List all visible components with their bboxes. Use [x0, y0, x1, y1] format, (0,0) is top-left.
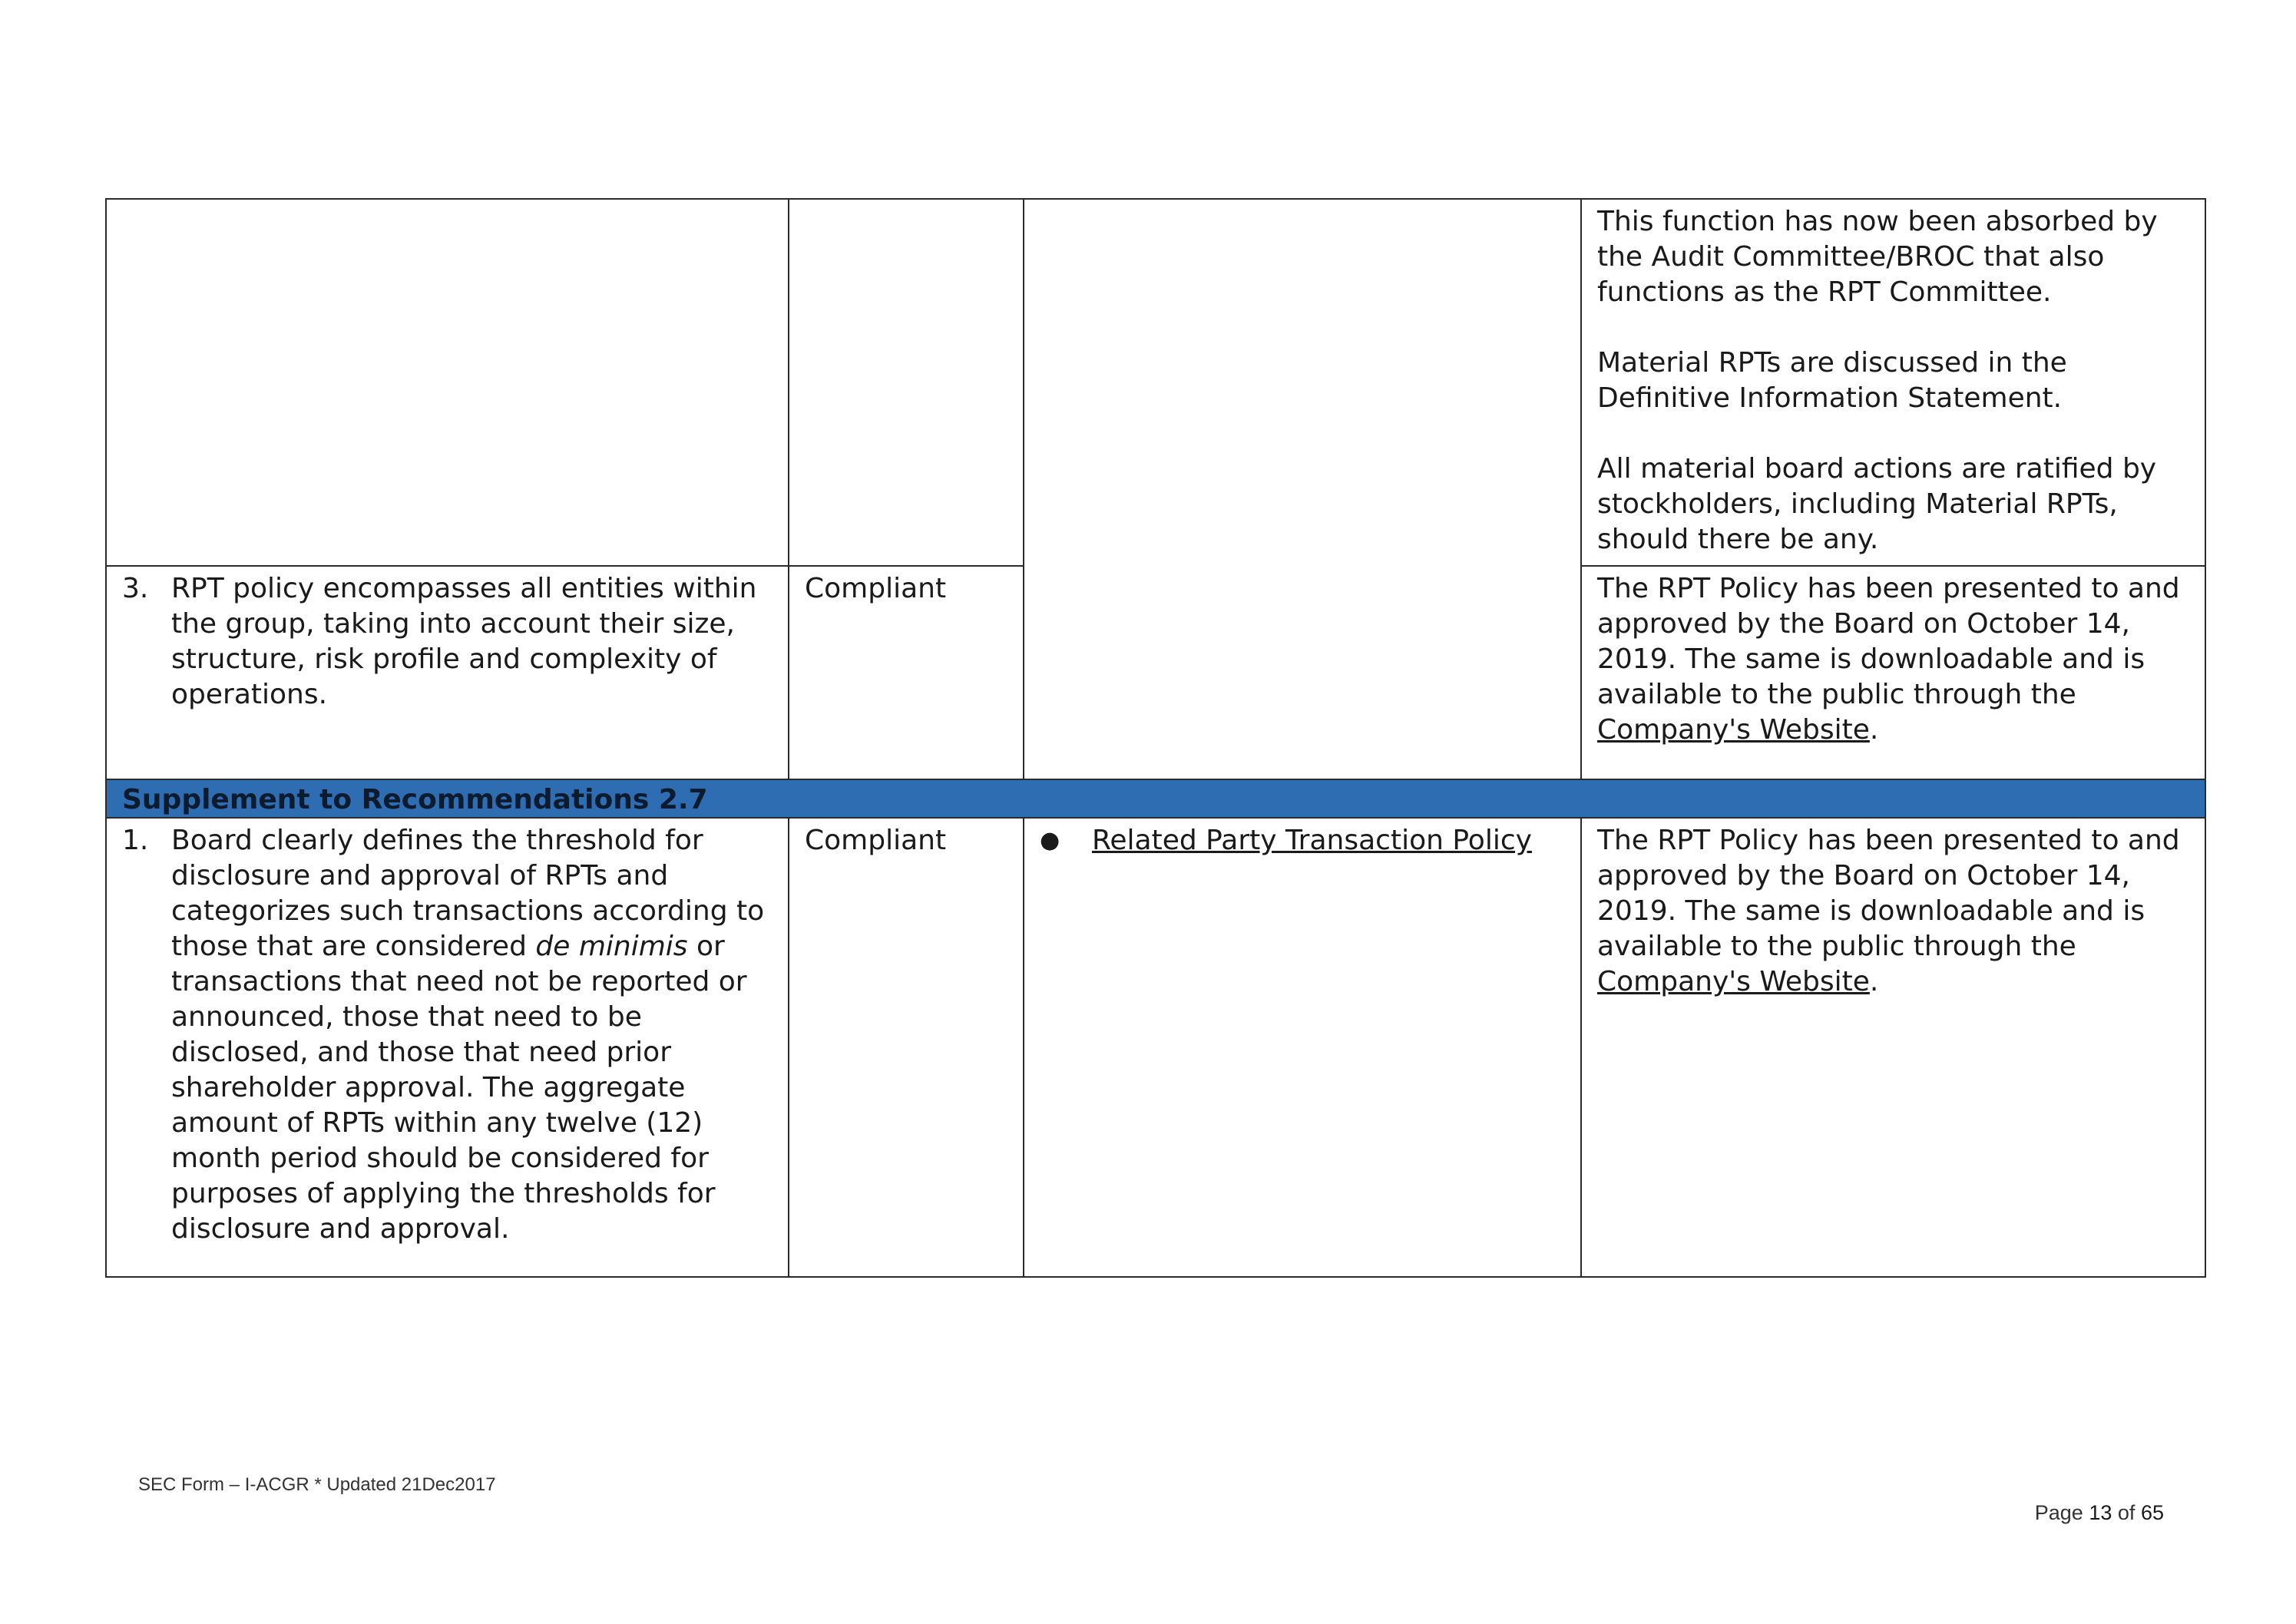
compliance-status: Compliant: [805, 573, 947, 604]
compliance-status: Compliant: [805, 825, 947, 856]
recommendation-cell: [106, 818, 789, 1277]
compliance-cell: [789, 199, 1024, 566]
explanation-cell: [1581, 818, 2205, 1277]
supporting-info-cell: [1024, 818, 1581, 1277]
recommendation-text-part: Board clearly defines the threshold for disclosure and approval of RPTs and categorizes such transactions according to those that are considered: [171, 825, 765, 962]
page-total: 65: [2140, 1501, 2164, 1524]
explanation-cell: [1581, 199, 2205, 566]
compliance-cell: [789, 818, 1024, 1277]
explanation-text: The RPT Policy has been presented to and approved by the Board on October 14, 2019. The same is downloadable and is available to the public through the: [1597, 573, 2180, 710]
supporting-info-cell: [1024, 199, 1581, 779]
company-website-link[interactable]: Company's Website: [1597, 966, 1870, 997]
bullet-icon: ●: [1040, 827, 1060, 854]
explanation-paragraph: This function has now been absorbed by the Audit Committee/BROC that also functions as the RPT Committee.: [1597, 206, 2158, 308]
explanation-paragraph: Material RPTs are discussed in the Definitive Information Statement.: [1597, 347, 2067, 414]
item-number: 1.: [122, 825, 149, 856]
table-row-supplement-1: [106, 818, 2205, 1277]
footer-form-label: SEC Form – I-ACGR * Updated 21Dec2017: [138, 1474, 496, 1495]
recommendation-text: RPT policy encompasses all entities within the group, taking into account their size, structure, risk profile and complexity of operations.: [171, 573, 757, 710]
rpt-policy-link[interactable]: Related Party Transaction Policy: [1092, 825, 1532, 856]
company-website-link[interactable]: Company's Website: [1597, 714, 1870, 746]
section-header-row: [106, 779, 2205, 818]
page-prefix: Page: [2034, 1501, 2083, 1524]
explanation-paragraph: All material board actions are ratified by stockholders, including Material RPTs, should there be any.: [1597, 453, 2157, 555]
page-number: [2035, 1501, 2164, 1525]
explanation-cell: [1581, 566, 2205, 779]
compliance-cell: [789, 566, 1024, 779]
recommendation-cell: [106, 199, 789, 566]
recommendation-text-part: or transactions that need not be reported or announced, those that need to be disclosed, and those that need prior shareholder approval. The aggregate amount of RPTs within any twelve (12) month period should be considered for purposes of applying the thresholds for disclosure and approval.: [171, 931, 747, 1245]
page-current: 13: [2089, 1501, 2112, 1524]
explanation-end: .: [1869, 714, 1879, 746]
page-of: of: [2117, 1501, 2136, 1524]
explanation-end: .: [1869, 966, 1879, 997]
recommendation-italic-term: de minimis: [535, 931, 688, 962]
item-number: 3.: [122, 573, 149, 604]
recommendation-text: [171, 823, 773, 1247]
section-header: Supplement to Recommendations 2.7: [106, 779, 2205, 818]
explanation-text: The RPT Policy has been presented to and approved by the Board on October 14, 2019. The same is downloadable and is available to the public through the: [1597, 825, 2180, 962]
acgr-table: [105, 198, 2206, 1278]
recommendation-cell: [106, 566, 789, 779]
table-row-continued: [106, 199, 2205, 566]
